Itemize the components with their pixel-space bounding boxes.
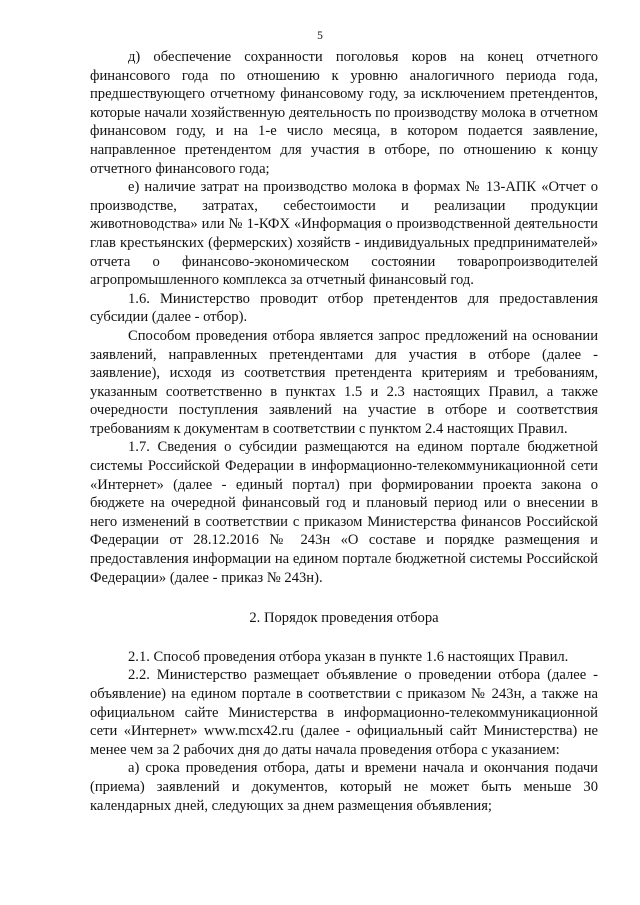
paragraph-1-6: 1.6. Министерство проводит отбор претендентов для предоставления субсидии (далее - отбор).: [90, 290, 598, 326]
paragraph-2-2-a: а) срока проведения отбора, даты и времени начала и окончания подачи (приема) заявлений и документов, который не может быть меньше 30 календарных дней, следующих за днем размещения объявления;: [90, 760, 598, 814]
document-body: [90, 48, 598, 815]
paragraph-selection-method: Способом проведения отбора является запрос предложений на основании заявлений, направленных претендентами для участия в отборе (далее - заявление), исходя из соответствия претендента критериям и требованиям, указанным соответственно в пунктах 1.5 и 2.3 настоящих Правил, а также очередности поступления заявлений на участие в отборе и соответствия требованиям к документам в соответствии с пунктом 2.4 настоящих Правил.: [90, 327, 598, 437]
paragraph-d-cow-herd: д) обеспечение сохранности поголовья коров на конец отчетного финансового года по отношению к уровню аналогичного периода года, предшествующего отчетному финансовому году, за исключением претендентов, которые начали хозяйственную деятельность по производству молока в отчетном финансовом году, и на 1-е число месяца, в котором подается заявление, направленное претендентом для участия в отборе, по отношению к концу отчетного финансового года;: [90, 49, 598, 177]
paragraph-2-1: 2.1. Способ проведения отбора указан в пункте 1.6 настоящих Правил.: [128, 648, 569, 665]
paragraph-2-2: 2.2. Министерство размещает объявление о проведении отбора (далее - объявление) на едином портале в соответствии с приказом № 243н, а также на официальном сайте Министерства в информационно-телекоммуникационной сети «Интернет» www.mcx42.ru (далее - официальный сайт Министерства) не менее чем за 2 рабочих дня до даты начала проведения отбора с указанием:: [90, 667, 598, 758]
paragraph-1-7: 1.7. Сведения о субсидии размещаются на едином портале бюджетной системы Российской Федерации в информационно-телекоммуникационной сети «Интернет» (далее - единый портал) при формировании проекта закона о бюджете на очередной финансовый год и плановый период или о внесении в него изменений в соответствии с приказом Министерства финансов Российской Федерации от 28.12.2016 № 243н «О составе и порядке размещения и предоставления информации на едином портале бюджетной системы Российской Федерации» (далее - приказ № 243н).: [90, 439, 598, 586]
page-number: 5: [317, 30, 323, 42]
section-heading: 2. Порядок проведения отбора: [249, 610, 439, 627]
paragraph-e-milk-costs: е) наличие затрат на производство молока в формах № 13-АПК «Отчет о производстве, затратах, себестоимости и реализации продукции животноводства» или № 1-КФХ «Информация о производственной деятельности глав крестьянских (фермерских) хозяйств - индивидуальных предпринимателей» отчета о финансово-экономическом состоянии товаропроизводителей агропромышленного комплекса за отчетный финансовый год.: [90, 179, 598, 289]
